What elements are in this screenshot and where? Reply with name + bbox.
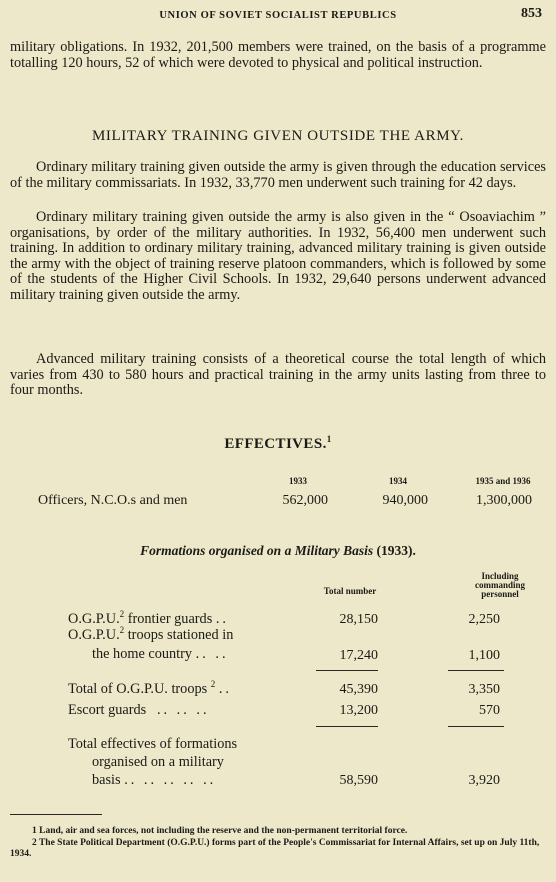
footnote-1: 1 Land, air and sea forces, not including the reserve and the non-permanent territorial force. (32, 826, 408, 836)
table-row-including: 3,350 (468, 682, 500, 697)
intro-paragraph: military obligations. In 1932, 201,500 members were trained, on the basis of a programme totalling 120 hours, 52 of which were devoted to physical and political instruction. (10, 39, 546, 71)
table-row-total: 58,590 (339, 773, 378, 788)
col-total-number: Total number (323, 586, 377, 596)
subtotal-rule (448, 670, 504, 671)
table-row-total: 45,390 (339, 682, 378, 697)
section-heading: MILITARY TRAINING GIVEN OUTSIDE THE ARMY. (91, 128, 464, 144)
table-row-including: 570 (479, 703, 500, 718)
effectives-value-1935-1936: 1,300,000 (476, 493, 532, 508)
table-row-label: Total of O.G.P.U. troops $^2$ .. (68, 679, 232, 697)
table-row-label: O.G.P.U.$^2$ troops stationed in (68, 625, 234, 643)
table-row-label-cont: basis .. .. .. .. .. (92, 772, 217, 788)
effectives-year-1934: 1934 (389, 476, 407, 486)
table-row-total: 17,240 (339, 648, 378, 663)
table-row-label-cont: the home country .. .. (92, 646, 229, 662)
section-paragraph-3: Advanced military training consists of a theoretical course the total length of which varies from 430 to 580 hours and practical training in the army units lasting from three to four months. (10, 351, 546, 399)
table-row-label: Escort guards .. .. .. (68, 702, 210, 718)
table-row-total: 13,200 (339, 703, 378, 718)
effectives-year-1933: 1933 (289, 476, 307, 486)
table-row-including: 1,100 (468, 648, 500, 663)
table-row-label-cont: organised on a military (92, 754, 224, 770)
table-row-label: O.G.P.U.$^2$ frontier guards .. (68, 609, 230, 627)
subtotal-rule (316, 670, 378, 671)
table-row-including: 3,920 (468, 773, 500, 788)
footnote-ref-1: 1 (326, 434, 332, 444)
total-rule (316, 726, 378, 727)
effectives-value-1933: 562,000 (282, 493, 328, 508)
table-row-including: 2,250 (468, 612, 500, 627)
effectives-year-1935-1936: 1935 and 1936 (475, 476, 531, 486)
col-including-commanding: Including commanding personnel (474, 571, 525, 599)
effectives-row-label: Officers, N.C.O.s and men (38, 493, 188, 508)
footnote-rule (10, 814, 102, 815)
section-paragraph-2: Ordinary military training given outside the army is also given in the “ Osoaviachim ” organisations, by order of the military authorities. In 1932, 56,400 men underwent such training. In addition to ordinary military training, advanced military training is given outside the army with the object of training reserve platoon commanders, which is followed by some of the students of the Higher Civil Schools. In 1932, 29,640 persons underwent advanced military training given outside the army. (10, 209, 546, 303)
formations-heading: Formations organised on a Military Basis (1933). (140, 543, 416, 558)
table-row-total: 28,150 (339, 612, 378, 627)
effectives-value-1934: 940,000 (382, 493, 428, 508)
total-rule (448, 726, 504, 727)
page-number: 853 (521, 6, 542, 21)
running-header: UNION OF SOVIET SOCIALIST REPUBLICS (159, 10, 397, 21)
section-paragraph-1: Ordinary military training given outside the army is given through the education services of the military commissariats. In 1932, 33,770 men underwent such training for 42 days. (10, 159, 546, 191)
table-row-label: Total effectives of formations (68, 736, 238, 752)
footnote-2: 2 The State Political Department (O.G.P.U.) forms part of the People's Commissariat for Internal Affairs, set up on July 11th, 1934. (10, 838, 540, 859)
effectives-heading: EFFECTIVES.$^1$ (224, 434, 332, 452)
